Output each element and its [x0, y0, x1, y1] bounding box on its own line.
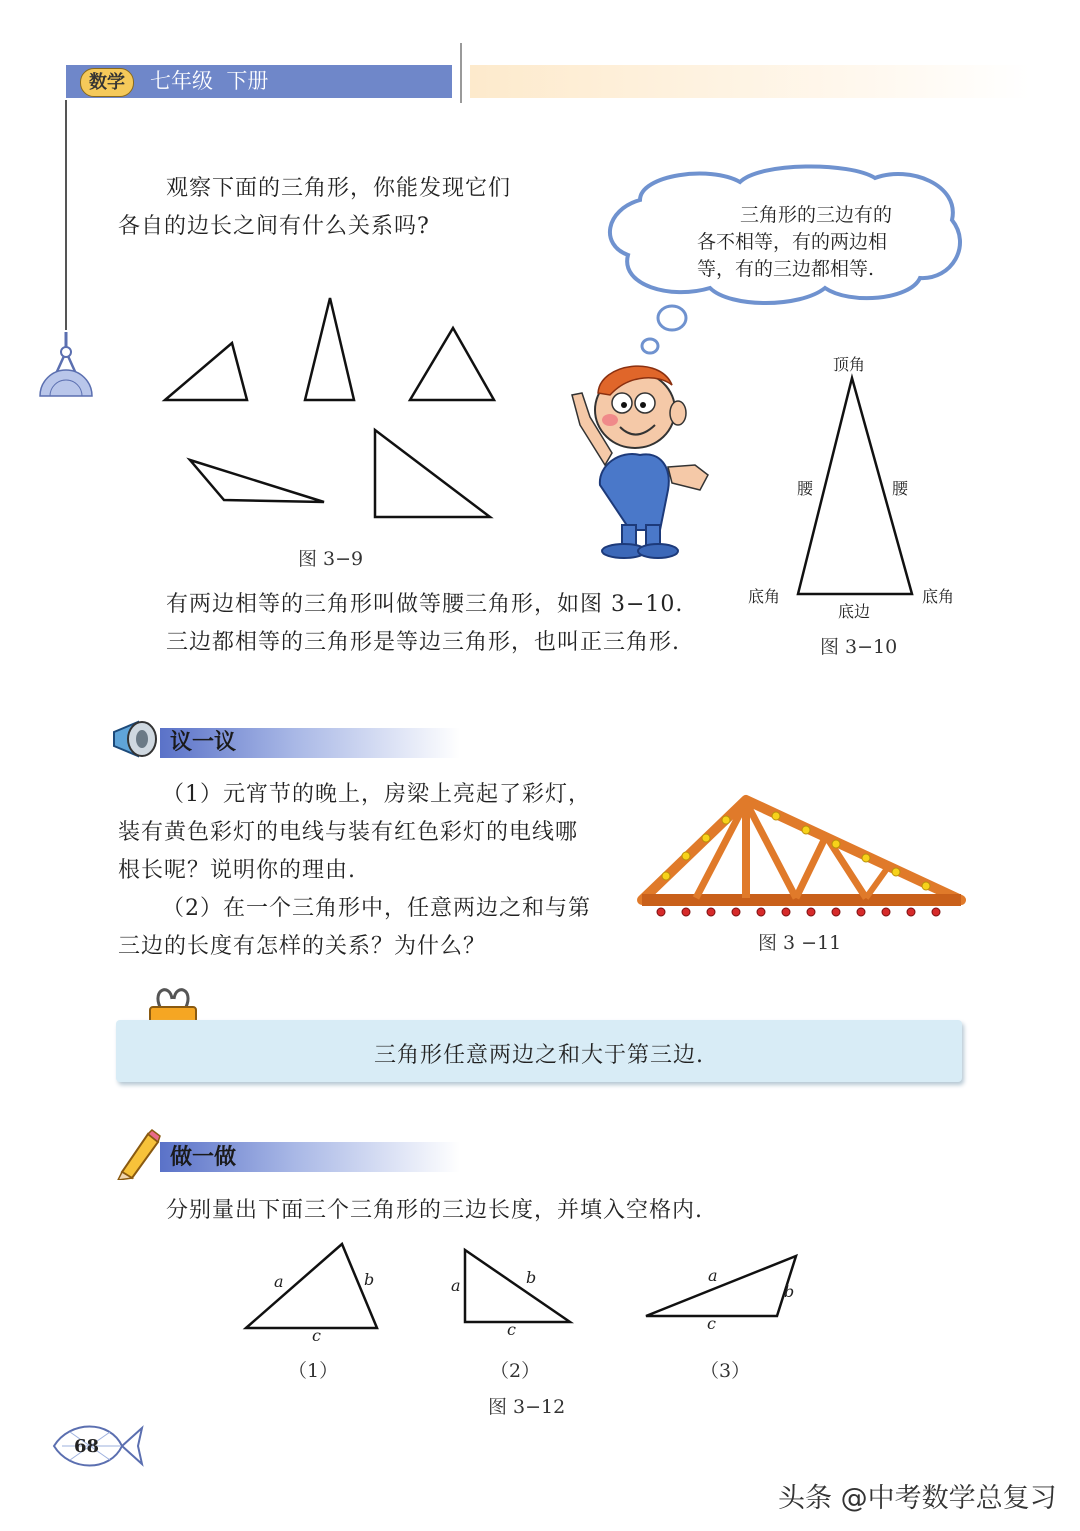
book-title: 七年级 下册 — [150, 69, 269, 93]
header-gradient — [470, 65, 1030, 98]
doit-instruction: 分别量出下面三个三角形的三边长度，并填入空格内. — [166, 1198, 703, 1223]
definition-line-1: 有两边相等的三角形叫做等腰三角形，如图 3−10. — [166, 592, 684, 617]
intro-line-2: 各自的边长之间有什么关系吗? — [118, 214, 430, 239]
base-label: 底边 — [838, 602, 871, 621]
tri1-label-a: a — [274, 1272, 284, 1291]
discuss-p2-line-2: 三边的长度有怎样的关系？为什么？ — [118, 934, 487, 959]
discuss-p1-line-2: 装有黄色彩灯的电线与装有红色彩灯的电线哪 — [118, 820, 579, 845]
tri2-label-a: a — [451, 1276, 461, 1295]
thought-line-3: 等，有的三边都相等. — [697, 258, 875, 280]
tri2-label-c: c — [507, 1320, 516, 1339]
figure-3-9 — [150, 290, 510, 530]
subject-badge: 数学 — [80, 68, 134, 97]
fig-3-11-caption: 图 3 −11 — [758, 932, 842, 954]
discuss-title: 议一议 — [170, 730, 237, 755]
thought-line-2: 各不相等，有的两边相 — [697, 231, 888, 253]
thought-line-1: 三角形的三边有的 — [740, 204, 893, 226]
watermark-text: 头条 @中考数学总复习 — [778, 1483, 1057, 1514]
base-angle-right-label: 底角 — [922, 587, 955, 606]
tri3-label-c: c — [707, 1314, 716, 1333]
cartoon-boy — [560, 355, 720, 565]
fig-3-12-caption: 图 3−12 — [488, 1396, 566, 1418]
margin-rule — [65, 100, 67, 330]
fig-3-12-sub-2: （2） — [490, 1360, 541, 1382]
doit-title: 做一做 — [170, 1145, 237, 1170]
figure-3-12 — [240, 1240, 810, 1340]
megaphone-icon — [110, 718, 162, 760]
leg-left-label: 腰 — [797, 479, 814, 498]
page-number: 68 — [74, 1436, 100, 1457]
pencil-icon — [114, 1128, 162, 1180]
tri1-label-b: b — [364, 1270, 375, 1289]
figure-3-11 — [636, 790, 966, 920]
discuss-p1-line-1: （1）元宵节的晚上，房梁上亮起了彩灯， — [162, 782, 591, 807]
header-divider — [460, 43, 462, 103]
leg-right-label: 腰 — [892, 479, 909, 498]
discuss-p1-line-3: 根长呢？说明你的理由. — [118, 858, 356, 883]
definition-line-2: 三边都相等的三角形是等边三角形，也叫正三角形. — [166, 630, 680, 655]
discuss-p2-line-1: （2）在一个三角形中，任意两边之和与第 — [162, 896, 591, 921]
fig-3-10-caption: 图 3−10 — [820, 636, 898, 658]
compass-protractor-icon — [36, 330, 96, 400]
tri3-label-b: b — [784, 1282, 795, 1301]
apex-angle-label: 顶角 — [833, 355, 866, 374]
intro-line-1: 观察下面的三角形，你能发现它们 — [166, 176, 512, 201]
tri1-label-c: c — [312, 1326, 321, 1345]
tri3-label-a: a — [708, 1266, 718, 1285]
keypoint-text: 三角形任意两边之和大于第三边. — [374, 1043, 704, 1068]
base-angle-left-label: 底角 — [748, 587, 781, 606]
tri2-label-b: b — [526, 1268, 537, 1287]
fig-3-12-sub-1: （1） — [288, 1360, 339, 1382]
fig-3-12-sub-3: （3） — [700, 1360, 751, 1382]
fig-3-9-caption: 图 3−9 — [298, 548, 364, 570]
